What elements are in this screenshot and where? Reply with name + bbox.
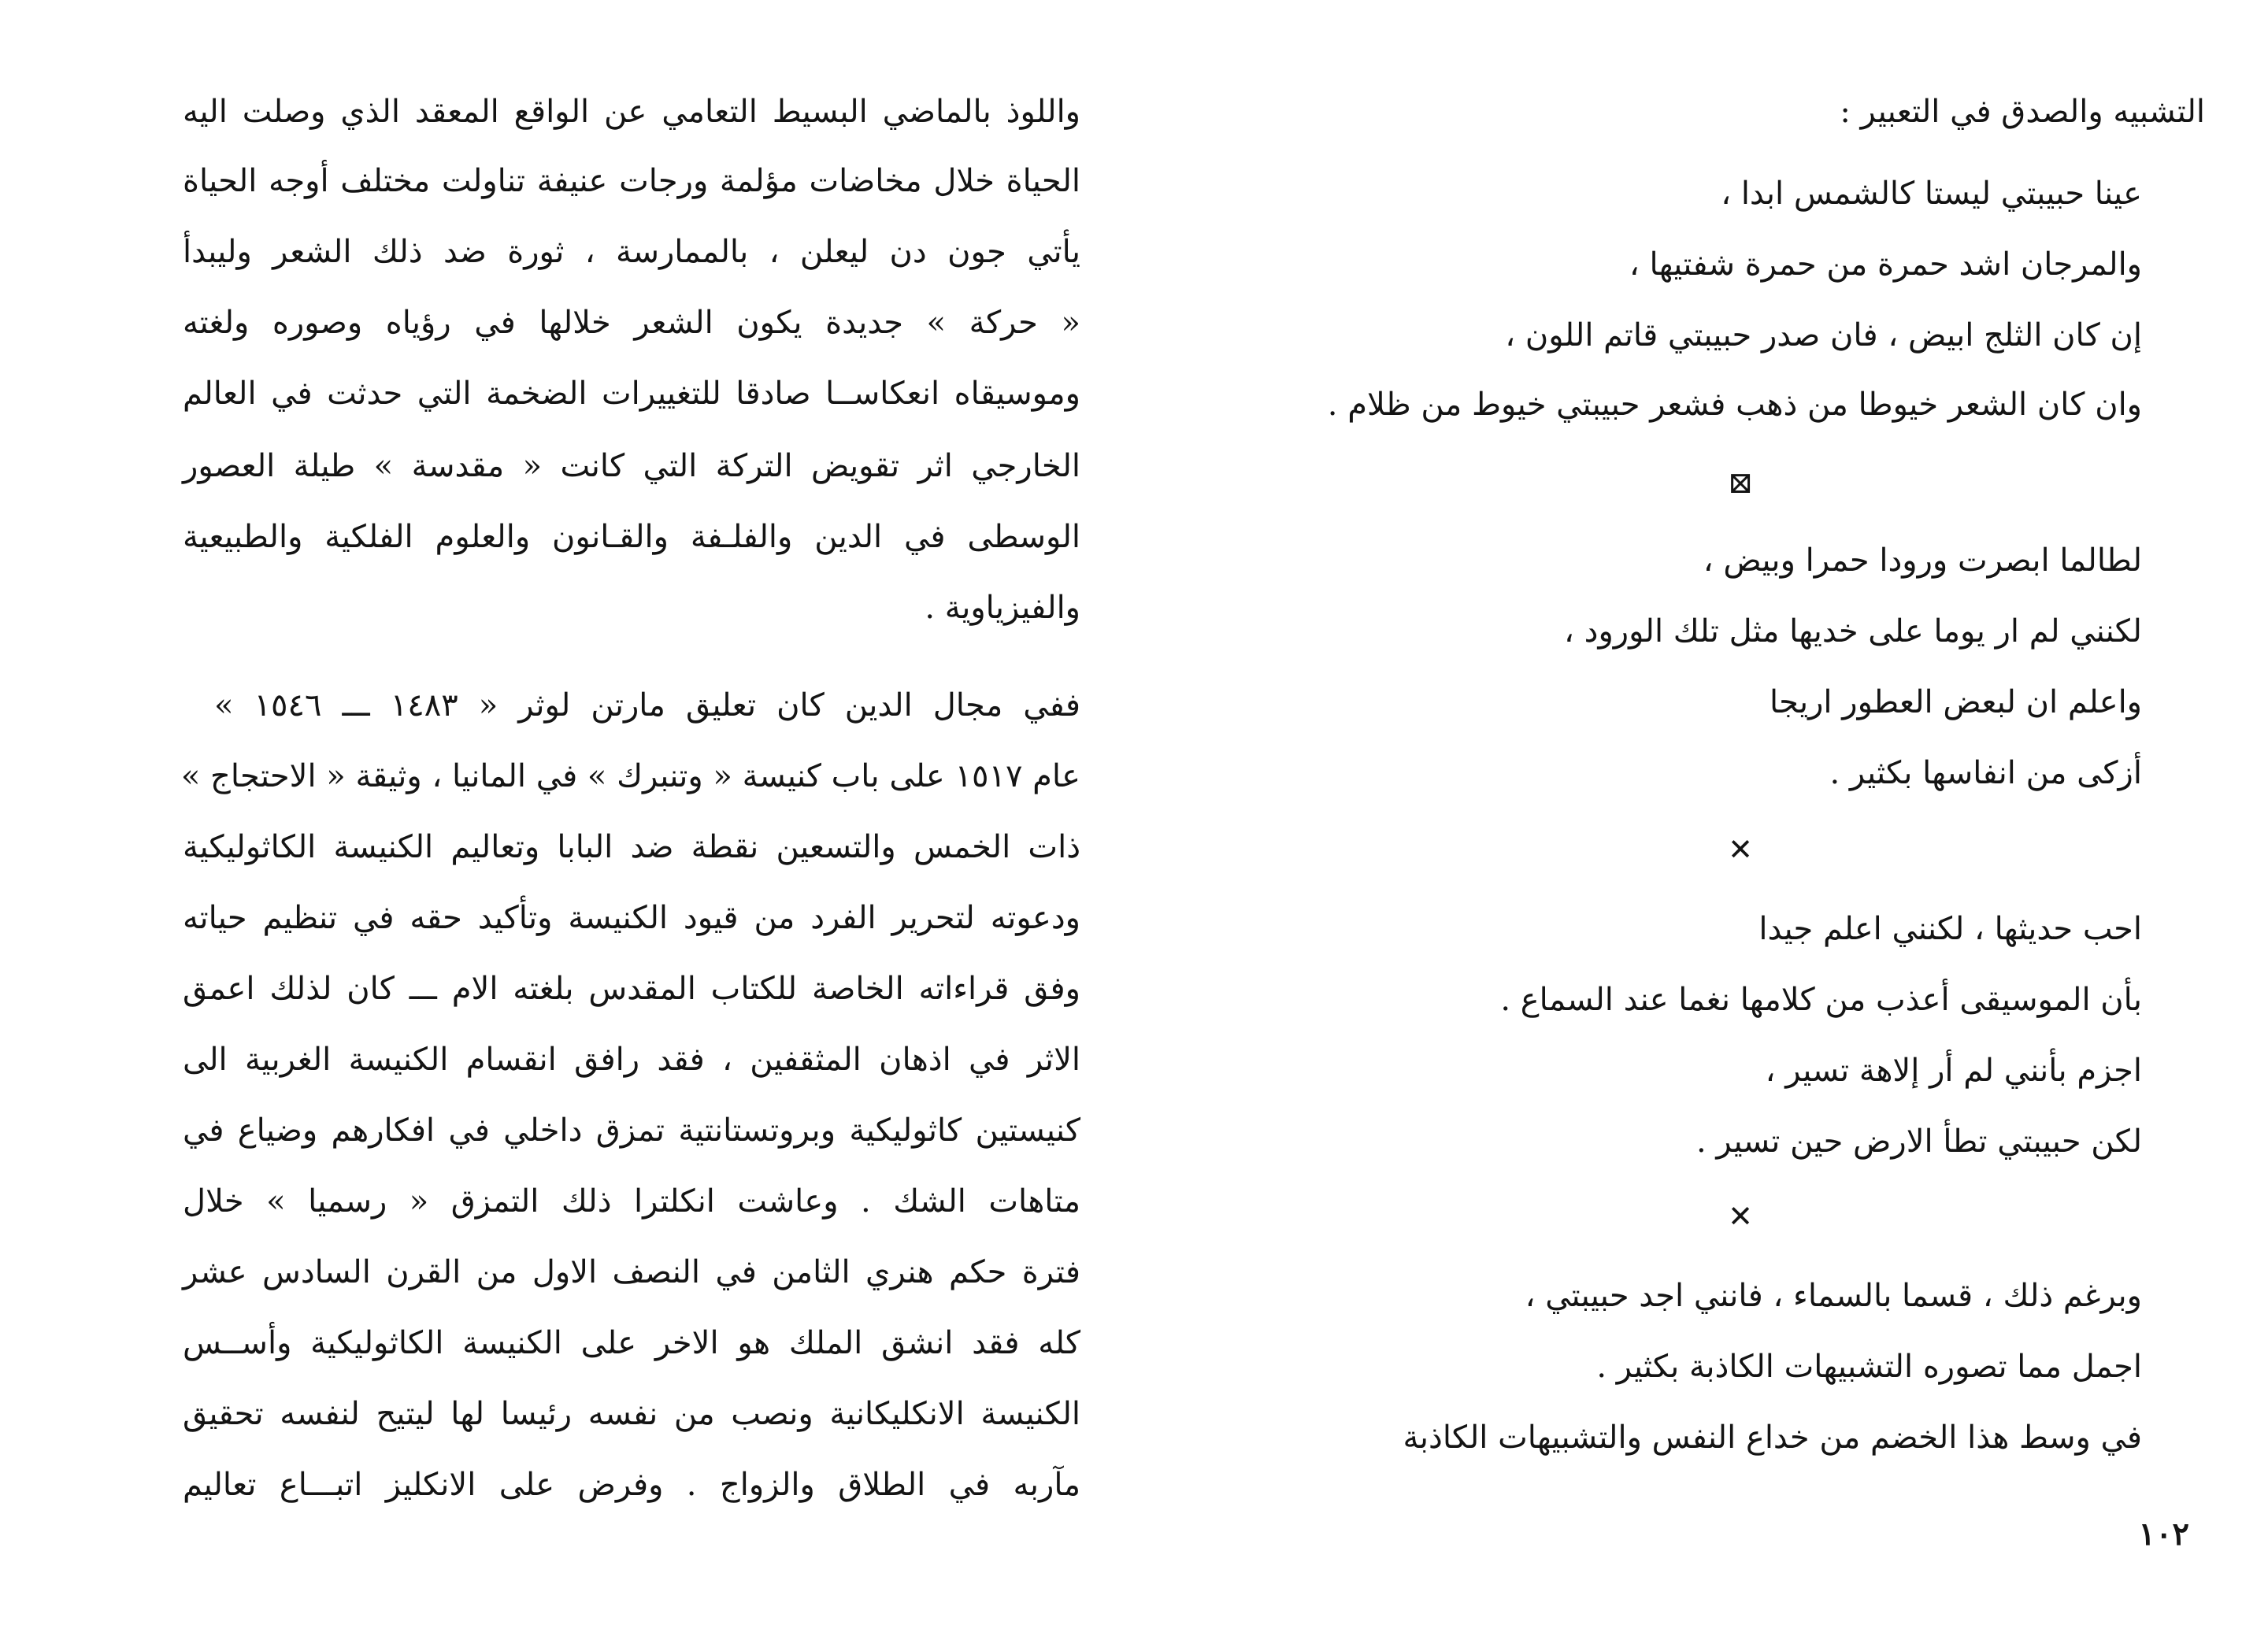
verse-line: لكن حبيبتي تطأ الارض حين تسير .	[1695, 1123, 2142, 1160]
verse-line: لطالما ابصرت ورودا حمرا وبيض ،	[1703, 542, 2142, 579]
verse-line: لكنني لم ار يوما على خديها مثل تلك الورود ،	[1564, 613, 2142, 650]
text-line: ذات الخمس والتسعين نقطة ضد البابا وتعاليم الكنيسة الكاثوليكية	[183, 829, 1080, 865]
verse-line: أزكى من انفاسها بكثير .	[1829, 755, 2142, 791]
text-line: ودعوته لتحرير الفرد من قيود الكنيسة وتأكيد حقه في تنظيم حياته	[183, 900, 1080, 936]
text-line: يأتي جون دن ليعلن ، بالممارسة ، ثورة ضد ذلك الشعر وليبدأ	[183, 234, 1080, 270]
text-line: الاثر في اذهان المثقفين ، فقد رافق انقسام الكنيسة الغربية الى	[183, 1042, 1080, 1078]
text-line: والفيزياوية .	[925, 590, 1080, 626]
text-line: كنيستين كاثوليكية وبروتستانتية تمزق داخلي في افكارهم وضياع في	[183, 1112, 1080, 1149]
text-line: الكنيسة الانكليكانية ونصب من نفسه رئيسا لها ليتيح لنفسه تحقيق	[183, 1396, 1080, 1432]
verse-line: وان كان الشعر خيوطا من ذهب فشعر حبيبتي خيوط من ظلام .	[1327, 387, 2142, 423]
text-line: وموسيقاه انعكاســا صادقا للتغييرات الضخمة التي حدثت في العالم	[183, 376, 1080, 412]
verse-line: إن كان الثلج ابيض ، فان صدر حبيبتي قاتم اللون ،	[1505, 317, 2142, 354]
page-number: ١٠٢	[2138, 1516, 2189, 1553]
section-heading: التشبيه والصدق في التعبير :	[1840, 94, 2205, 130]
verse-line: احب حديثها ، لكنني اعلم جيدا	[1758, 911, 2142, 947]
ornament-divider: ✕	[1728, 832, 1753, 867]
verse-line: في وسط هذا الخضم من خداع النفس والتشبيهات الكاذبة	[1403, 1420, 2142, 1456]
text-line: ففي مجال الدين كان تعليق مارتن لوثر « ١٤٨٣ ـــ ١٥٤٦ »	[214, 687, 1080, 724]
verse-line: بأن الموسيقى أعذب من كلامها نغما عند السماع .	[1500, 982, 2142, 1018]
ornament-divider: ✕	[1728, 1199, 1753, 1234]
text-line: مآربه في الطلاق والزواج . وفرض على الانكليز اتبـــاع تعاليم	[183, 1467, 1080, 1503]
text-line: كله فقد انشق الملك هو الاخر على الكنيسة الكاثوليكية وأســس	[183, 1325, 1080, 1361]
verse-line: اجزم بأنني لم أر إلاهة تسير ،	[1765, 1053, 2142, 1089]
text-line: متاهات الشك . وعاشت انكلترا ذلك التمزق « رسميا » خلال	[183, 1183, 1080, 1220]
text-line: فترة حكم هنري الثامن في النصف الاول من القرن السادس عشر	[183, 1254, 1080, 1290]
text-line: الوسطى في الدين والفلـفة والقـانون والعلوم الفلكية والطبيعية	[183, 519, 1080, 555]
ornament-divider: ⊠	[1728, 465, 1753, 500]
verse-line: واعلم ان لبعض العطور اريجا	[1769, 684, 2142, 720]
right-page	[1134, 0, 2268, 1625]
verse-line: والمرجان اشد حمرة من حمرة شفتيها ،	[1629, 246, 2142, 283]
text-line: الحياة خلال مخاضات مؤلمة ورجات عنيفة تناولت مختلف أوجه الحياة	[183, 163, 1080, 199]
text-line: « حركة » جديدة يكون الشعر خلالها في رؤياه وصوره ولغته	[183, 305, 1080, 341]
text-line: عام ١٥١٧ على باب كنيسة « وتنبرك » في المانيا ، وثيقة « الاحتجاج »	[180, 758, 1080, 794]
text-line: الخارجي اثر تقويض التركة التي كانت « مقدسة » طيلة العصور	[183, 448, 1080, 484]
verse-line: وبرغم ذلك ، قسما بالسماء ، فانني اجد حبيبتي ،	[1525, 1278, 2142, 1314]
text-line: وفق قراءاته الخاصة للكتاب المقدس بلغته الام ـــ كان لذلك اعمق	[183, 971, 1080, 1007]
verse-line: اجمل مما تصوره التشبيهات الكاذبة بكثير .	[1596, 1349, 2142, 1385]
verse-line: عينا حبيبتي ليستا كالشمس ابدا ،	[1721, 176, 2142, 212]
text-line: واللوذ بالماضي البسيط التعامي عن الواقع المعقد الذي وصلت اليه	[183, 94, 1080, 130]
